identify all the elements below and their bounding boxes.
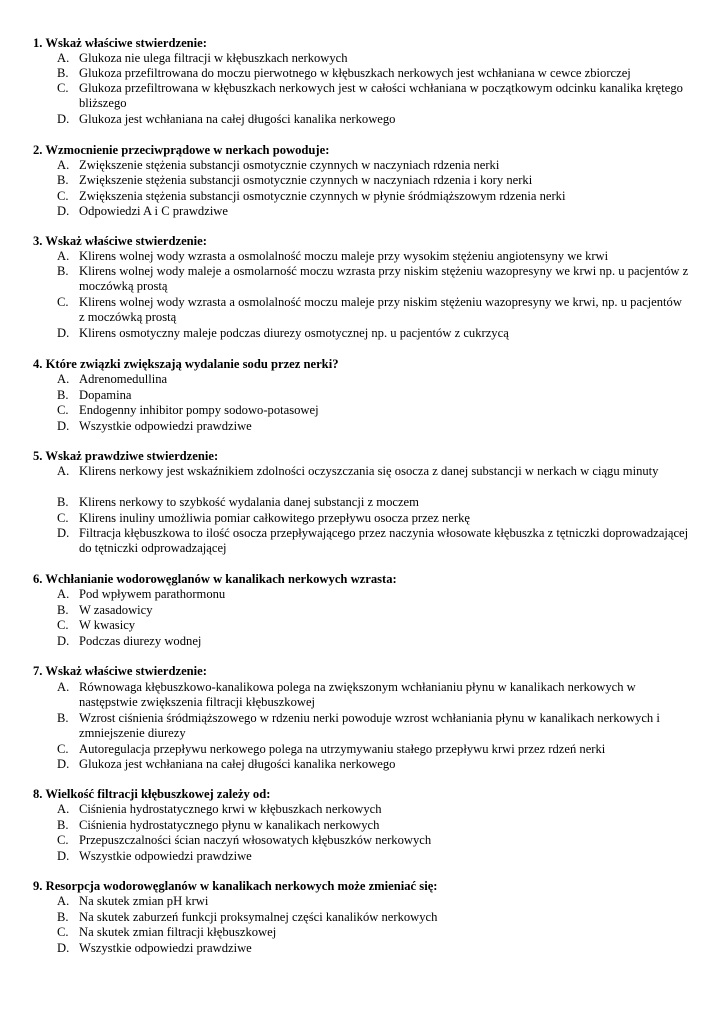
option-text: Glukoza jest wchłaniana na całej długości kanalika nerkowego — [79, 757, 396, 771]
option-letter: A. — [57, 587, 70, 601]
option-text: Odpowiedzi A i C prawdziwe — [79, 204, 228, 218]
option-text: Ciśnienia hydrostatycznego krwi w kłębuszkach nerkowych — [79, 802, 382, 816]
option-letter: D. — [57, 526, 70, 540]
option-text: Wzrost ciśnienia śródmiąższowego w rdzeniu nerki powoduje wzrost wchłaniania płynu w kanalikach nerkowych i zmniejszenie diurezy — [79, 711, 660, 741]
option-text: Klirens nerkowy to szybkość wydalania danej substancji z moczem — [79, 495, 419, 509]
question-title: 5. Wskaż prawdziwe stwierdzenie: — [33, 449, 219, 463]
option-letter: D. — [57, 941, 70, 955]
option-text: Klirens inuliny umożliwia pomiar całkowitego przepływu osocza przez nerkę — [79, 511, 470, 525]
option-text: Klirens wolnej wody wzrasta a osmolalność moczu maleje przy niskim stężeniu wazopresyny we krwi, np. u pacjentów z moczówką prostą — [79, 295, 682, 325]
question-title: 6. Wchłanianie wodorowęglanów w kanalikach nerkowych wzrasta: — [33, 572, 397, 586]
option-letter: C. — [57, 925, 69, 939]
question-title: 4. Które związki zwiększają wydalanie sodu przez nerki? — [33, 357, 339, 371]
option-letter: A. — [57, 680, 70, 694]
question-title: 1. Wskaż właściwe stwierdzenie: — [33, 36, 207, 50]
option-letter: B. — [57, 910, 69, 924]
option-letter: B. — [57, 495, 69, 509]
option-text: Klirens wolnej wody maleje a osmolarność moczu wzrasta przy niskim stężeniu wazopresyny we krwi np. u pacjentów z moczówką prostą — [79, 264, 689, 294]
option-letter: C. — [57, 511, 69, 525]
question-title: 3. Wskaż właściwe stwierdzenie: — [33, 234, 207, 248]
option-letter: B. — [57, 66, 69, 80]
option-text: Autoregulacja przepływu nerkowego polega na utrzymywaniu stałego przepływu krwi przez rdzeń nerki — [79, 742, 606, 756]
option-text: Wszystkie odpowiedzi prawdziwe — [79, 849, 252, 863]
option-letter: D. — [57, 112, 70, 126]
option-letter: A. — [57, 51, 70, 65]
question-title: 7. Wskaż właściwe stwierdzenie: — [33, 664, 207, 678]
option-letter: C. — [57, 742, 69, 756]
option-text: Na skutek zmian pH krwi — [79, 894, 209, 908]
option-text: Endogenny inhibitor pompy sodowo-potasowej — [79, 403, 319, 417]
option-letter: A. — [57, 464, 70, 478]
option-text: W zasadowicy — [79, 603, 153, 617]
option-text: Klirens wolnej wody wzrasta a osmolalność moczu maleje przy wysokim stężeniu angiotensyny we krwi — [79, 249, 609, 263]
option-text: Ciśnienia hydrostatycznego płynu w kanalikach nerkowych — [79, 818, 380, 832]
option-letter: A. — [57, 894, 70, 908]
option-text: Zwiększenie stężenia substancji osmotycznie czynnych w naczyniach rdzenia i kory nerki — [79, 173, 533, 187]
option-letter: B. — [57, 388, 69, 402]
option-text: Wszystkie odpowiedzi prawdziwe — [79, 419, 252, 433]
option-text: Glukoza przefiltrowana w kłębuszkach nerkowych jest w całości wchłaniana w początkowym odcinku kanalika krętego bliższego — [79, 81, 683, 111]
option-text: Glukoza nie ulega filtracji w kłębuszkach nerkowych — [79, 51, 348, 65]
option-letter: C. — [57, 833, 69, 847]
option-letter: B. — [57, 173, 69, 187]
option-letter: B. — [57, 818, 69, 832]
option-text: W kwasicy — [79, 618, 136, 632]
option-letter: A. — [57, 372, 70, 386]
option-letter: B. — [57, 264, 69, 278]
option-letter: A. — [57, 158, 70, 172]
option-letter: B. — [57, 603, 69, 617]
option-letter: D. — [57, 419, 70, 433]
option-letter: D. — [57, 634, 70, 648]
option-text: Klirens osmotyczny maleje podczas diurezy osmotycznej np. u pacjentów z cukrzycą — [79, 326, 509, 340]
option-letter: D. — [57, 204, 70, 218]
option-text: Klirens nerkowy jest wskaźnikiem zdolności oczyszczania się osocza z danej substancji w nerkach w ciągu minuty — [79, 464, 659, 478]
option-text: Zwiększenia stężenia substancji osmotycznie czynnych w płynie śródmiąższowym rdzenia nerki — [79, 189, 566, 203]
option-text: Na skutek zmian filtracji kłębuszkowej — [79, 925, 277, 939]
question-title: 9. Resorpcja wodorowęglanów w kanalikach nerkowych może zmieniać się: — [33, 879, 438, 893]
option-letter: D. — [57, 326, 70, 340]
option-letter: A. — [57, 802, 70, 816]
option-text: Filtracja kłębuszkowa to ilość osocza przepływającego przez naczynia włosowate kłębuszka z tętniczki doprowadzającej do tętniczki odprowadzającej — [79, 526, 689, 556]
option-letter: C. — [57, 403, 69, 417]
option-text: Podczas diurezy wodnej — [79, 634, 202, 648]
option-text: Glukoza przefiltrowana do moczu pierwotnego w kłębuszkach nerkowych jest wchłaniana w cewce zbiorczej — [79, 66, 631, 80]
option-text: Na skutek zaburzeń funkcji proksymalnej części kanalików nerkowych — [79, 910, 438, 924]
option-text: Glukoza jest wchłaniana na całej długości kanalika nerkowego — [79, 112, 396, 126]
option-text: Adrenomedullina — [79, 372, 168, 386]
option-letter: C. — [57, 81, 69, 95]
question-title: 2. Wzmocnienie przeciwprądowe w nerkach powoduje: — [33, 143, 330, 157]
option-text: Pod wpływem parathormonu — [79, 587, 226, 601]
option-letter: A. — [57, 249, 70, 263]
option-letter: D. — [57, 849, 70, 863]
option-letter: C. — [57, 618, 69, 632]
option-letter: C. — [57, 295, 69, 309]
option-text: Równowaga kłębuszkowo-kanalikowa polega na zwiększonym wchłanianiu płynu w kanalikach nerkowych w następstwie zwiększenia filtracji kłębuszkowej — [79, 680, 636, 710]
option-letter: B. — [57, 711, 69, 725]
option-letter: C. — [57, 189, 69, 203]
option-text: Zwiększenie stężenia substancji osmotycznie czynnych w naczyniach rdzenia nerki — [79, 158, 500, 172]
option-text: Wszystkie odpowiedzi prawdziwe — [79, 941, 252, 955]
option-text: Dopamina — [79, 388, 132, 402]
option-letter: D. — [57, 757, 70, 771]
option-text: Przepuszczalności ścian naczyń włosowatych kłębuszków nerkowych — [79, 833, 432, 847]
question-title: 8. Wielkość filtracji kłębuszkowej zależy od: — [33, 787, 271, 801]
